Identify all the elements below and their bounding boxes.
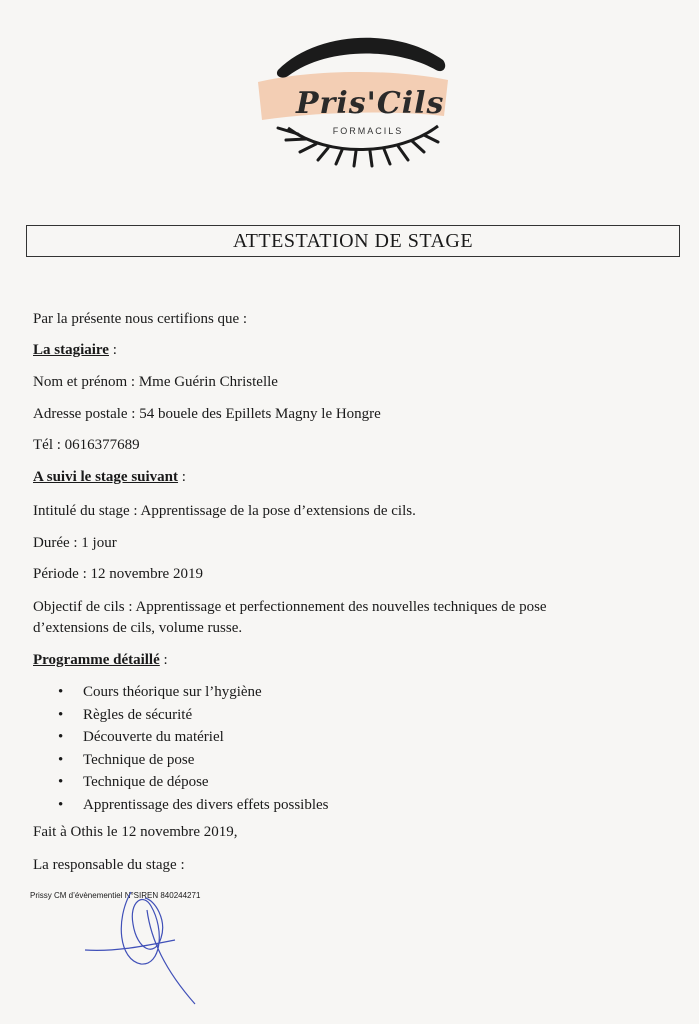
list-item: • Règles de sécurité <box>33 704 329 727</box>
internship-heading-colon: : <box>178 469 186 485</box>
document-title: ATTESTATION DE STAGE <box>26 225 680 257</box>
trainee-address: Adresse postale : 54 bouele des Epillets Magny le Hongre <box>33 406 381 422</box>
trainee-name: Nom et prénom : Mme Guérin Christelle <box>33 374 278 390</box>
internship-period: Période : 12 novembre 2019 <box>33 566 203 582</box>
list-item: • Découverte du matériel <box>33 726 329 749</box>
list-item: • Cours théorique sur l’hygiène <box>33 681 329 704</box>
program-heading-colon: : <box>159 652 168 668</box>
closing-place-date: Fait à Othis le 12 novembre 2019, <box>33 824 238 840</box>
trainee-heading-label: La stagiaire <box>33 342 109 358</box>
intro-text: Par la présente nous certifions que : <box>33 311 248 327</box>
trainee-phone: Tél : 0616377689 <box>33 437 140 453</box>
internship-objective-line2: d’extensions de cils, volume russe. <box>33 620 243 636</box>
internship-heading-label: A suivi le stage suivant <box>33 469 179 485</box>
trainee-heading-colon: : <box>108 342 117 358</box>
list-item: • Apprentissage des divers effets possibles <box>33 794 329 817</box>
list-item: • Technique de pose <box>33 749 329 772</box>
internship-heading <box>33 469 186 486</box>
internship-duration: Durée : 1 jour <box>33 535 117 551</box>
program-heading-label: Programme détaillé <box>33 652 160 668</box>
logo-tagline: FORMACILS <box>332 126 404 136</box>
closing-responsible: La responsable du stage : <box>33 857 185 873</box>
program-list <box>33 681 329 816</box>
list-item: • Technique de dépose <box>33 771 329 794</box>
internship-objective-line1: Objectif de cils : Apprentissage et perfectionnement des nouvelles techniques de pose <box>33 599 547 615</box>
company-logo <box>248 30 458 170</box>
internship-title: Intitulé du stage : Apprentissage de la pose d’extensions de cils. <box>33 503 416 519</box>
company-siren-line: Prissy CM d’évènementiel N°SIREN 840244271 <box>30 891 201 900</box>
logo-brand-text: Pris'Cils <box>296 86 445 121</box>
program-heading <box>33 652 168 669</box>
signature-icon <box>85 880 215 1010</box>
trainee-heading <box>33 342 117 359</box>
